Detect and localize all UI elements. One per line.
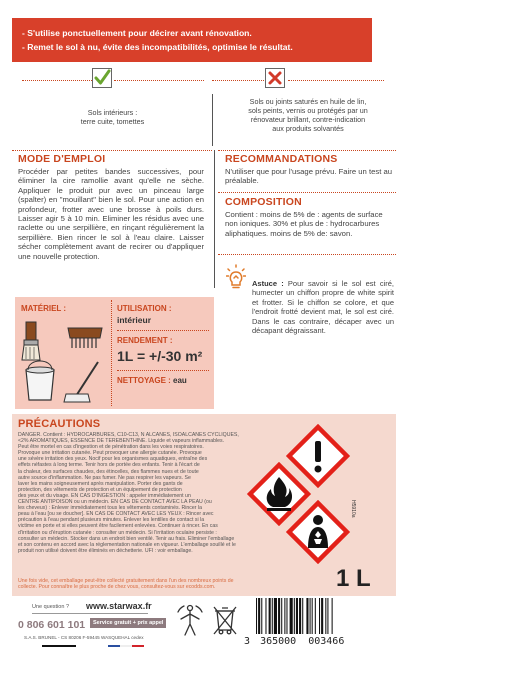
precaution-line: une sévère irritation des yeux. Nocif pour les organismes aquatiques, entraîne des	[18, 456, 208, 463]
barcode-bar	[261, 598, 262, 634]
barcode-lead: 3	[244, 636, 251, 647]
barcode-bar	[296, 598, 298, 634]
utilisation-label: UTILISATION :	[117, 304, 172, 313]
unsuitable-label: Sols ou joints saturés en huile de lin, sols peints, vernis ou protégés par un rénovateur brillant, contre-indication aux produits solvantés	[248, 97, 368, 133]
triman-icon	[176, 604, 204, 638]
precaution-line: <2% AROMATIQUES, ESSENCE DE TEREBENTHINE. Liquide et vapeurs inflammables.	[18, 438, 225, 445]
recycle-text	[18, 578, 328, 590]
mode-emploi-text: Procéder par petites bandes successives, pour éliminer la cire ramollie avant qu'elle ne sèche. Appliquer le produit pur avec un pinceau large (spalter) en "mouillant" bien le sol. Pour une action en profondeur, frotter avec une brosse à poils durs. Laisser agir 5 à 10 min. Eliminer les résidus avec une raclette ou une serpillière, en rinçant régulièrement la serpillière. Bien rincer le sol à l'eau claire. Laisser sécher complètement avant de recirer ou d'appliquer une nouvelle protection.	[18, 167, 204, 261]
barcode-digits	[244, 636, 344, 647]
divider-dots	[218, 150, 396, 151]
recycle-line-1: Une fois vide, cet emballage peut-être collecté gratuitement dans l'un des nombreux points de	[18, 578, 234, 584]
divider-dots	[212, 80, 264, 81]
precaution-line: CENTRE ANTIPOISON ou un médecin. EN CAS DE CONTACT AVEC LA PEAU (ou	[18, 499, 212, 506]
health-hazard-pictogram	[286, 500, 350, 564]
divider-vertical	[111, 300, 112, 406]
barcode-bar	[272, 598, 273, 634]
recommandations-text: N'utiliser que pour l'usage prévu. Faire un test au préalable.	[225, 167, 393, 186]
service-badge: Service gratuit + prix appel	[90, 618, 166, 628]
precaution-line: précaution à l'eau pendant plusieurs minutes. Enlever les lentilles de contact si la	[18, 517, 205, 524]
mode-emploi-title: MODE D'EMPLOI	[18, 153, 106, 165]
divider-dots	[117, 370, 209, 371]
flag-stripe	[42, 645, 76, 647]
precaution-line: peau à l'eau [ou se doucher]. EN CAS DE CONTACT AVEC LES YEUX : Rincer avec	[18, 511, 214, 518]
divider-line	[32, 613, 148, 614]
question-label: Une question ?	[32, 604, 69, 610]
precaution-line: consulter un médecin. Stocker dans un endroit bien ventilé. Tenir au frais. Eliminer l'emballage	[18, 535, 235, 542]
divider-vertical	[212, 94, 213, 146]
top-banner	[12, 18, 372, 62]
barcode-bar	[258, 598, 260, 634]
flag-stripe	[120, 645, 132, 647]
composition-text: Contient : moins de 5% de : agents de surface non ioniques. 30% et plus de : hydrocarbures aliphatiques. moins de 5% de: savon.	[225, 210, 383, 238]
website-link[interactable]: www.starwax.fr	[86, 601, 152, 611]
barcode-bar	[310, 598, 311, 634]
precaution-line: laver les mains soigneusement après manipulation. Porter des gants de	[18, 480, 183, 487]
lightbulb-icon	[226, 264, 246, 290]
barcode-bar	[281, 598, 282, 634]
side-code: H5910a	[350, 500, 356, 518]
volume-label: 1 L	[336, 565, 371, 592]
recommandations-title: RECOMMANDATIONS	[225, 153, 338, 165]
astuce-label: Astuce :	[252, 279, 284, 288]
barcode-bar	[315, 598, 316, 634]
precaution-line: Peut être mortel en cas d'ingestion et de pénétration dans les voies respiratoires.	[18, 444, 204, 451]
nettoyage-label: NETTOYAGE :	[117, 376, 171, 385]
barcode-bar	[306, 598, 308, 634]
cross-box	[265, 68, 285, 88]
cross-icon	[266, 69, 284, 87]
divider-dots	[218, 254, 396, 255]
divider-dots	[218, 192, 396, 193]
banner-line-1: - S'utilise ponctuellement pour décirer avant rénovation.	[22, 28, 252, 38]
composition-title: COMPOSITION	[225, 196, 302, 208]
rendement-label: RENDEMENT :	[117, 336, 173, 345]
divider-dots	[12, 150, 212, 151]
scrub-brush-icon	[68, 328, 102, 348]
astuce-box	[252, 279, 394, 335]
barcode-bar	[302, 598, 303, 634]
banner-line-2: - Remet le sol à nu, évite des incompatibilités, optimise le résultat.	[22, 42, 293, 52]
precaution-line: victime en porte et si elles peuvent être facilement enlevées. Continuer à rincer. En cas	[18, 523, 218, 530]
rendement-value: 1L = +/-30 m²	[117, 348, 203, 364]
divider-dots	[117, 330, 209, 331]
company-address: - CS 80206 F-59445 WASQUEHAL cedex	[58, 635, 144, 640]
divider-dots	[288, 80, 384, 81]
phone-number: 0 806 601 101	[18, 619, 86, 631]
barcode-bar	[256, 598, 257, 634]
barcode-bar	[299, 598, 301, 634]
precaution-line: la chaleur, des surfaces chaudes, des étincelles, des flammes nues et de toute	[18, 468, 199, 475]
precaution-line: produit non utilisé doivent être éliminés en déchetterie. UFI : voir emballage.	[18, 547, 193, 554]
company-name: S.A.S. BRUNEL	[24, 635, 57, 640]
precaution-line: les cheveux) : Enlever immédiatement tous les vêtements contaminés. Rincer la	[18, 505, 202, 512]
suitable-label: Sols intérieurs : terre cuite, tomettes	[80, 108, 145, 126]
precaution-line: DANGER. Contient : HYDROCARBURES, C10-C13, N ALCANES, ISOALCANES CYCLIQUES,	[18, 432, 239, 438]
brush-icon	[22, 322, 40, 360]
barcode-bar	[269, 598, 271, 634]
crossed-bin-icon	[212, 604, 238, 636]
barcode-bar	[327, 598, 328, 634]
check-box	[92, 68, 112, 88]
barcode-group-a: 365000	[260, 636, 297, 647]
barcode-bar	[332, 598, 333, 634]
bucket-icon	[26, 361, 54, 400]
tools-illustration	[20, 320, 106, 406]
flag-stripe	[108, 645, 120, 647]
barcode-bar	[319, 598, 320, 634]
precaution-line: d'irritation ou d'éruption cutanée : consulter un médecin. Si l'irritation oculaire persiste :	[18, 529, 217, 536]
barcode-group-b: 003466	[308, 636, 345, 647]
flag-stripe	[132, 645, 144, 647]
mop-icon	[64, 362, 98, 402]
recycle-line-2: collecte. Pour connaître le plus proche de chez vous, consultez-vous sur ecodds.com.	[18, 584, 216, 591]
barcode-bar	[286, 598, 287, 634]
divider-vertical	[214, 150, 215, 288]
barcode-bar	[321, 598, 323, 634]
precaution-line: des yeux et du visage. EN CAS D'INGESTION : appeler immédiatement un	[18, 492, 191, 499]
astuce-text: Pour savoir si le sol est ciré, humecter un chiffon propre de white spirit et frotter. Si le chiffon se colore, et que l'endroit frotté devient mat, le sol est ciré. Dans le cas contraire, décaper avec un décapant dégraissant.	[252, 279, 394, 336]
barcode-bar	[312, 598, 313, 634]
company-line	[24, 635, 144, 640]
utilisation-value: intérieur	[117, 315, 152, 325]
barcode-bar	[290, 598, 293, 634]
barcode-bar	[274, 598, 277, 634]
barcode-bar	[265, 598, 266, 634]
barcode-bar	[284, 598, 285, 634]
barcode-bar	[294, 598, 295, 634]
precaution-line: et son contenu en accord avec la réglementation nationale en vigueur. L'emballage souillé et le	[18, 541, 236, 548]
barcode-bar	[325, 598, 326, 634]
precautions-title: PRÉCAUTIONS	[18, 418, 101, 430]
barcode-bar	[278, 598, 280, 634]
check-icon	[93, 69, 111, 87]
precaution-line: Provoque une irritation cutanée. Peut provoquer une allergie cutanée. Provoque	[18, 450, 202, 457]
precaution-line: effets néfastes à long terme. Tenir hors de portée des enfants. Tenir à l'écart de	[18, 462, 200, 469]
divider-dots	[22, 80, 92, 81]
divider-dots	[114, 80, 204, 81]
nettoyage-row	[117, 376, 187, 385]
precaution-line: autre source d'inflammation. Ne pas fumer. Ne pas respirer les vapeurs. Se	[18, 474, 191, 481]
materiel-label: MATÉRIEL :	[21, 304, 67, 313]
precaution-line: protection, des vêtements de protection et un équipement de protection	[18, 486, 182, 493]
nettoyage-value: eau	[173, 376, 187, 385]
